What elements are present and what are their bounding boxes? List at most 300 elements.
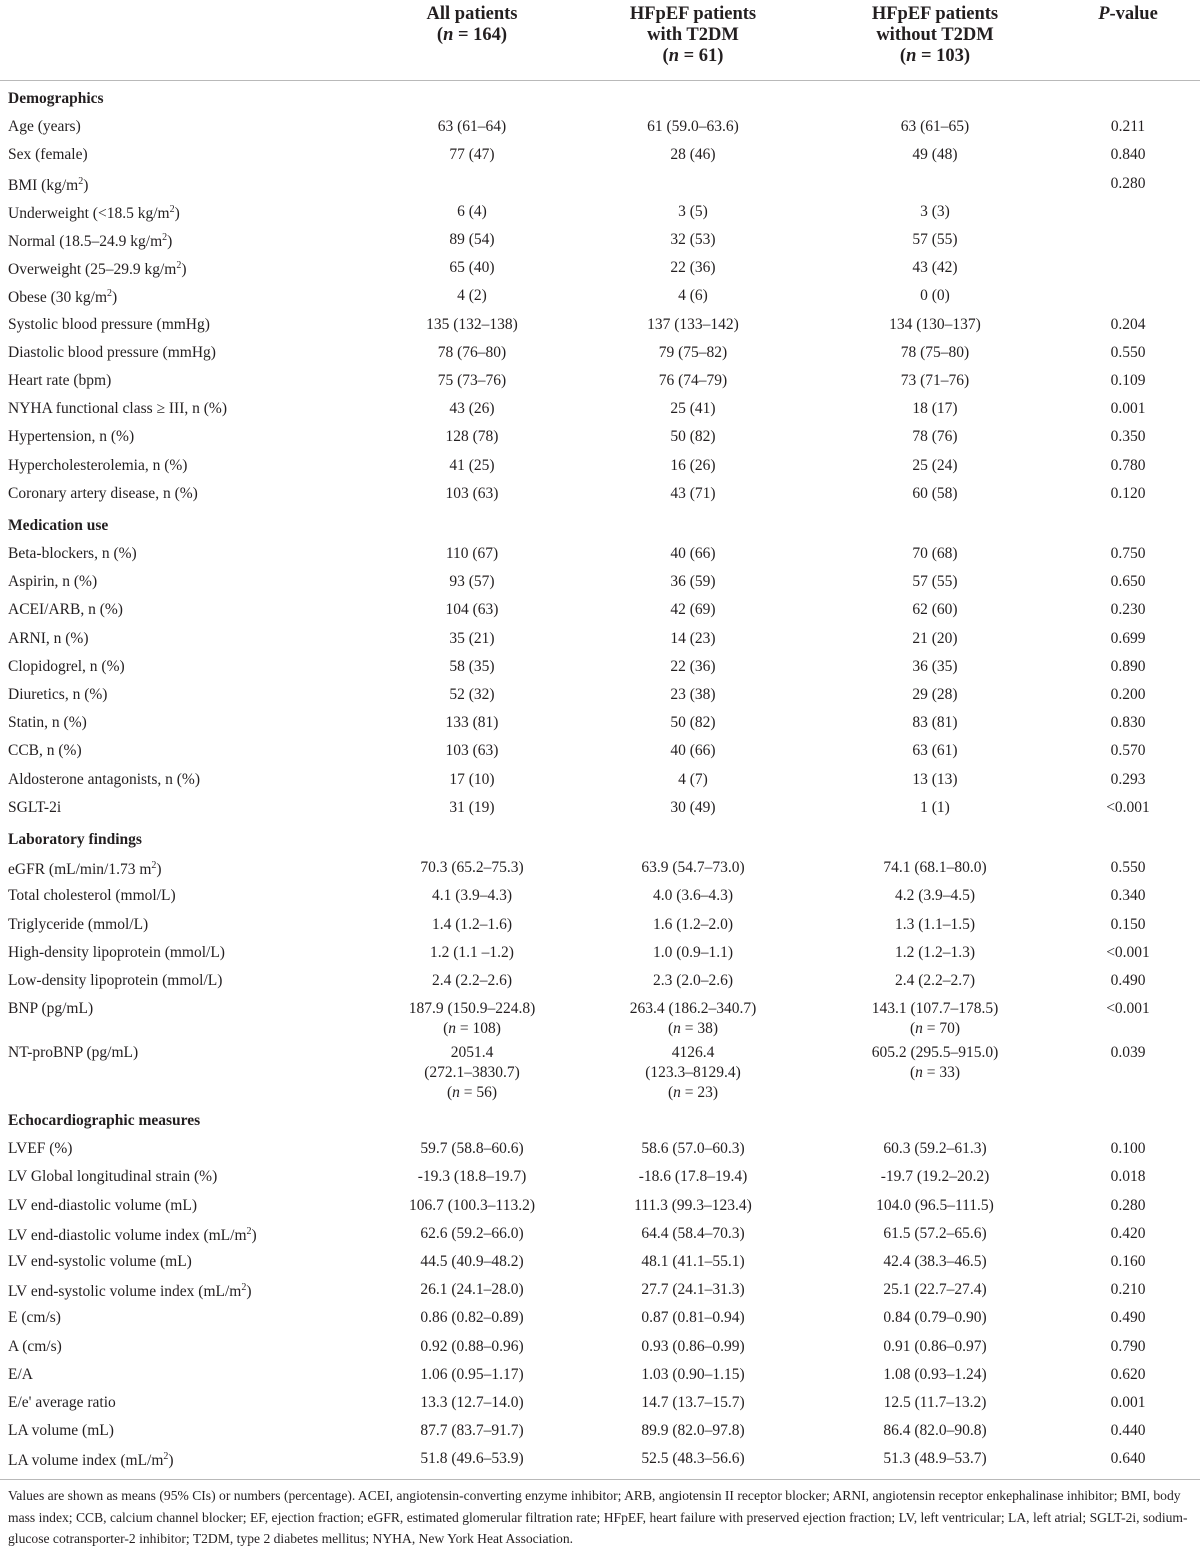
cell-without-t2dm: 1.3 (1.1–1.5) [894, 915, 976, 933]
cell-line: 263.4 (186.2–340.7) [629, 1000, 757, 1017]
cell-p-value: 0.210 [1110, 1281, 1146, 1299]
cell-with-t2dm [572, 170, 814, 198]
cell-all-patients: 135 (132–138) [426, 315, 518, 333]
cell-without-t2dm: 74.1 (68.1–80.0) [883, 859, 987, 877]
row-label: E/e' average ratio [8, 1393, 116, 1411]
cell-with-t2dm: 61 (59.0–63.6) [647, 118, 739, 136]
superscript: 2 [107, 288, 113, 300]
row-label-text: Overweight (25–29.9 kg/m [8, 261, 177, 279]
cell-p-value: 0.490 [1110, 971, 1146, 989]
cell-p-value: 0.780 [1110, 456, 1146, 474]
table-row [0, 282, 1200, 310]
section-title: Laboratory findings [8, 830, 142, 848]
cell-all-patients: 1.4 (1.2–1.6) [431, 915, 513, 933]
cell-with-t2dm: 28 (46) [670, 146, 716, 164]
cell-without-t2dm: 78 (76) [912, 428, 958, 446]
table-row [0, 766, 1200, 794]
table-row [0, 1445, 1200, 1480]
cell-all-patients: 89 (54) [449, 231, 495, 249]
row-label: LV end-diastolic volume (mL) [8, 1196, 197, 1214]
cell-p-value: 0.280 [1110, 1196, 1146, 1214]
cell-line: (n = 70) [909, 1020, 961, 1037]
table-row [0, 311, 1200, 339]
cell-with-t2dm: 137 (133–142) [647, 315, 739, 333]
row-label-suffix: ) [246, 1283, 252, 1301]
cell-with-t2dm: -18.6 (17.8–19.4) [638, 1168, 748, 1186]
superscript: 2 [246, 1225, 252, 1237]
cell-without-t2dm: 0 (0) [920, 287, 950, 305]
cell-all-patients: 103 (63) [445, 484, 499, 502]
cell-p-value: 0.120 [1110, 484, 1146, 502]
table-row [0, 709, 1200, 737]
cell-without-t2dm: 25 (24) [912, 456, 958, 474]
cell-all-patients: 35 (21) [449, 629, 495, 647]
table-body [0, 81, 1200, 1480]
header-line: (n = 103) [899, 46, 971, 66]
table-row [0, 141, 1200, 169]
row-label-suffix: ) [156, 861, 162, 879]
cell-p-value: 0.100 [1110, 1140, 1146, 1158]
cell-line: (n = 23) [667, 1084, 719, 1101]
cell-without-t2dm: 73 (71–76) [900, 371, 970, 389]
cell-with-t2dm: 4 (7) [678, 770, 708, 788]
header-line: (n = 61) [662, 46, 724, 66]
cell-all-patients: 104 (63) [445, 601, 499, 619]
row-label: E/A [8, 1365, 33, 1383]
cell-with-t2dm: 1.0 (0.9–1.1) [652, 943, 734, 961]
cell-with-t2dm: 1.03 (0.90–1.15) [641, 1365, 745, 1383]
table-row [0, 1192, 1200, 1220]
cell-p-value: 0.109 [1110, 371, 1146, 389]
cell-p-value: 0.280 [1110, 174, 1146, 192]
cell-p-value [1056, 226, 1200, 254]
cell-all-patients: 70.3 (65.2–75.3) [420, 859, 524, 877]
cell-with-t2dm: 1.6 (1.2–2.0) [652, 915, 734, 933]
cell-without-t2dm: 62 (60) [912, 601, 958, 619]
cell-all-patients: 1.2 (1.1 –1.2) [430, 943, 514, 961]
row-label: SGLT-2i [8, 798, 62, 816]
row-label: Clopidogrel, n (%) [8, 657, 125, 675]
cell-without-t2dm: 43 (42) [912, 259, 958, 277]
cell-without-t2dm: 18 (17) [912, 400, 958, 418]
cell-without-t2dm: 12.5 (11.7–13.2) [883, 1393, 987, 1411]
table-row [0, 113, 1200, 141]
table-row [0, 967, 1200, 995]
superscript: 2 [151, 860, 157, 872]
cell-all-patients: 78 (76–80) [437, 343, 507, 361]
row-label: LV Global longitudinal strain (%) [8, 1168, 218, 1186]
row-label [0, 854, 372, 882]
row-label: Coronary artery disease, n (%) [8, 484, 198, 502]
row-label: Aldosterone antagonists, n (%) [8, 770, 200, 788]
row-label: A (cm/s) [8, 1337, 62, 1355]
row-label: Sex (female) [8, 146, 88, 164]
cell-line: 605.2 (295.5–915.0) [871, 1044, 999, 1061]
superscript: 2 [78, 175, 84, 187]
cell-without-t2dm: 70 (68) [912, 545, 958, 563]
cell-without-t2dm: 4.2 (3.9–4.5) [894, 887, 976, 905]
row-label: Diuretics, n (%) [8, 686, 108, 704]
table-row [0, 254, 1200, 282]
row-label: Statin, n (%) [8, 714, 87, 732]
cell-p-value: <0.001 [1106, 943, 1150, 961]
row-label-suffix: ) [167, 233, 173, 251]
row-label-text: LV end-systolic volume index (mL/m [8, 1283, 242, 1301]
row-label [0, 170, 372, 198]
cell-all-patients: 106.7 (100.3–113.2) [409, 1196, 535, 1214]
cell-without-t2dm [814, 995, 1056, 1039]
table-row [0, 794, 1200, 822]
cell-without-t2dm: -19.7 (19.2–20.2) [880, 1168, 990, 1186]
cell-all-patients: 51.8 (49.6–53.9) [420, 1450, 524, 1468]
cell-without-t2dm: 51.3 (48.9–53.7) [883, 1450, 987, 1468]
cell-with-t2dm: 58.6 (57.0–60.3) [641, 1140, 745, 1158]
superscript: 2 [241, 1282, 247, 1294]
header-line: without T2DM [876, 25, 994, 45]
cell-p-value: 0.293 [1110, 770, 1146, 788]
cell-line: (n = 108) [443, 1020, 501, 1037]
cell-with-t2dm: 52.5 (48.3–56.6) [641, 1450, 745, 1468]
cell-p-value: 0.620 [1110, 1365, 1146, 1383]
row-label: Heart rate (bpm) [8, 371, 112, 389]
cell-without-t2dm: 83 (81) [912, 714, 958, 732]
cell-without-t2dm: 60 (58) [912, 484, 958, 502]
header-line: (n = 164) [436, 25, 508, 45]
cell-with-t2dm: 40 (66) [670, 545, 716, 563]
cell-without-t2dm: 57 (55) [912, 231, 958, 249]
cell-line: 2051.4 [450, 1044, 494, 1061]
row-label: E (cm/s) [8, 1309, 61, 1327]
cell-with-t2dm: 2.3 (2.0–2.6) [652, 971, 734, 989]
cell-p-value: 0.550 [1110, 343, 1146, 361]
cell-with-t2dm: 63.9 (54.7–73.0) [641, 859, 745, 877]
cell-with-t2dm: 50 (82) [670, 714, 716, 732]
row-label: LV end-systolic volume (mL) [8, 1253, 192, 1271]
cell-all-patients: 2.4 (2.2–2.6) [431, 971, 513, 989]
cell-all-patients [372, 1039, 572, 1103]
cell-with-t2dm: 0.93 (0.86–0.99) [641, 1337, 745, 1355]
cell-all-patients: 4 (2) [457, 287, 487, 305]
cell-p-value: 0.001 [1110, 400, 1146, 418]
cell-p-value: 0.340 [1110, 887, 1146, 905]
cell-without-t2dm [814, 170, 1056, 198]
table-row [0, 1248, 1200, 1276]
cell-without-t2dm: 21 (20) [912, 629, 958, 647]
header-with-t2dm [572, 0, 814, 81]
cell-with-t2dm: 32 (53) [670, 231, 716, 249]
cell-without-t2dm: 60.3 (59.2–61.3) [883, 1140, 987, 1158]
cell-without-t2dm: 1 (1) [920, 798, 950, 816]
row-label [0, 1445, 372, 1480]
row-label: Aspirin, n (%) [8, 573, 98, 591]
cell-p-value: 0.350 [1110, 428, 1146, 446]
cell-without-t2dm: 63 (61) [912, 742, 958, 760]
section-title: Demographics [8, 90, 104, 108]
cell-with-t2dm: 48.1 (41.1–55.1) [641, 1253, 745, 1271]
header-without-t2dm [814, 0, 1056, 81]
header-label-column [0, 0, 372, 81]
cell-all-patients: 44.5 (40.9–48.2) [420, 1253, 524, 1271]
row-label [0, 1220, 372, 1248]
cell-without-t2dm: 29 (28) [912, 686, 958, 704]
cell-p-value: 0.699 [1110, 629, 1146, 647]
cell-p-value: 0.001 [1110, 1393, 1146, 1411]
cell-with-t2dm: 14.7 (13.7–15.7) [641, 1393, 745, 1411]
cell-line: (n = 38) [667, 1020, 719, 1037]
cell-line: (n = 33) [909, 1064, 961, 1081]
table-row [0, 339, 1200, 367]
cell-without-t2dm: 13 (13) [912, 770, 958, 788]
row-label-suffix: ) [168, 1452, 174, 1470]
cell-without-t2dm: 104.0 (96.5–111.5) [876, 1196, 994, 1214]
table-row [0, 1163, 1200, 1191]
cell-p-value: 0.840 [1110, 146, 1146, 164]
table-row [0, 1333, 1200, 1361]
cell-all-patients: 17 (10) [449, 770, 495, 788]
table-row [0, 1276, 1200, 1304]
header-p-value [1056, 0, 1200, 81]
table-row [0, 1361, 1200, 1389]
row-label: Diastolic blood pressure (mmHg) [8, 343, 216, 361]
cell-with-t2dm: 40 (66) [670, 742, 716, 760]
row-label: Age (years) [8, 118, 81, 136]
cell-p-value: 0.211 [1110, 118, 1146, 136]
cell-with-t2dm: 89.9 (82.0–97.8) [641, 1422, 745, 1440]
cell-p-value: 0.160 [1110, 1253, 1146, 1271]
cell-with-t2dm: 16 (26) [670, 456, 716, 474]
cell-p-value: 0.018 [1110, 1168, 1146, 1186]
cell-with-t2dm: 76 (74–79) [658, 371, 728, 389]
row-label: High-density lipoprotein (mmol/L) [8, 943, 225, 961]
table-row [0, 854, 1200, 882]
table-row [0, 653, 1200, 681]
row-label: Systolic blood pressure (mmHg) [8, 315, 210, 333]
cell-without-t2dm: 42.4 (38.3–46.5) [883, 1253, 987, 1271]
cell-line: (272.1–3830.7) [424, 1064, 520, 1081]
table-row [0, 367, 1200, 395]
cell-without-t2dm: 36 (35) [912, 657, 958, 675]
cell-without-t2dm: 2.4 (2.2–2.7) [894, 971, 976, 989]
cell-all-patients: 0.86 (0.82–0.89) [420, 1309, 524, 1327]
cell-without-t2dm: 0.91 (0.86–0.97) [883, 1337, 987, 1355]
cell-without-t2dm: 25.1 (22.7–27.4) [883, 1281, 987, 1299]
row-label [0, 198, 372, 226]
cell-all-patients: 43 (26) [449, 400, 495, 418]
row-label [0, 226, 372, 254]
cell-p-value [1056, 254, 1200, 282]
cell-line: 187.9 (150.9–224.8) [408, 1000, 536, 1017]
row-label: NYHA functional class ≥ III, n (%) [8, 400, 227, 418]
row-label-text: Underweight (<18.5 kg/m [8, 204, 170, 222]
table-footnote: Values are shown as means (95% CIs) or numbers (percentage). ACEI, angiotensin-converting enzyme inhibitor; ARB, angiotensin II receptor blocker; ARNI, angiotensin receptor enkephalinase inhibitor; BMI, body mass index; CCB, calcium channel blocker; EF, ejection fraction; eGFR, estimated glomerular filtration rate; HFpEF, heart failure with preserved ejection fraction; LV, left ventricular; LA, left atrial; SGLT-2i, sodium-glucose cotransporter-2 inhibitor; T2DM, type 2 diabetes mellitus; NYHA, New York Heat Association. [8, 1488, 1188, 1546]
cell-without-t2dm: 61.5 (57.2–65.6) [883, 1224, 987, 1242]
cell-p-value: 0.750 [1110, 545, 1146, 563]
table-row [0, 1417, 1200, 1445]
cell-without-t2dm: 86.4 (82.0–90.8) [883, 1422, 987, 1440]
cell-all-patients: 62.6 (59.2–66.0) [420, 1224, 524, 1242]
cell-with-t2dm: 111.3 (99.3–123.4) [634, 1196, 752, 1214]
cell-p-value [1056, 198, 1200, 226]
table-row [0, 1039, 1200, 1103]
superscript: 2 [169, 203, 175, 215]
cell-without-t2dm [814, 1039, 1056, 1103]
cell-without-t2dm: 49 (48) [912, 146, 958, 164]
table-row [0, 423, 1200, 451]
cell-all-patients: 58 (35) [449, 657, 495, 675]
cell-all-patients: 0.92 (0.88–0.96) [420, 1337, 524, 1355]
cell-line: 143.1 (107.7–178.5) [871, 1000, 999, 1017]
header-line: with T2DM [647, 25, 739, 45]
table-row [0, 1135, 1200, 1163]
row-label-suffix: ) [112, 289, 118, 307]
cell-p-value: 0.830 [1110, 714, 1146, 732]
row-label-suffix: ) [251, 1226, 257, 1244]
row-label: CCB, n (%) [8, 742, 82, 760]
row-label-text: eGFR (mL/min/1.73 m [8, 861, 152, 879]
cell-without-t2dm: 3 (3) [920, 202, 950, 220]
cell-with-t2dm: 50 (82) [670, 428, 716, 446]
row-label [0, 254, 372, 282]
row-label: Hypertension, n (%) [8, 428, 135, 446]
table-row [0, 625, 1200, 653]
cell-without-t2dm: 1.2 (1.2–1.3) [894, 943, 976, 961]
table-row [0, 910, 1200, 938]
cell-p-value: 0.640 [1110, 1450, 1146, 1468]
cell-p-value: 0.420 [1110, 1224, 1146, 1242]
cell-with-t2dm [572, 995, 814, 1039]
cell-with-t2dm: 4 (6) [678, 287, 708, 305]
cell-p-value: <0.001 [1106, 798, 1150, 816]
table-row [0, 568, 1200, 596]
row-label: BNP (pg/mL) [8, 1000, 94, 1017]
row-label: Beta-blockers, n (%) [8, 545, 137, 563]
cell-p-value: 0.550 [1110, 859, 1146, 877]
section-title: Medication use [8, 516, 109, 534]
row-label: LA volume (mL) [8, 1422, 114, 1440]
cell-all-patients: 1.06 (0.95–1.17) [420, 1365, 524, 1383]
row-label: Total cholesterol (mmol/L) [8, 887, 176, 905]
cell-line: 0.039 [1110, 1044, 1146, 1061]
cell-p-value: 0.230 [1110, 601, 1146, 619]
cell-line: <0.001 [1106, 1000, 1150, 1017]
cell-all-patients: 52 (32) [449, 686, 495, 704]
table-row [0, 939, 1200, 967]
row-label [0, 282, 372, 310]
table-row [0, 1304, 1200, 1332]
table-row [0, 170, 1200, 198]
cell-with-t2dm: 30 (49) [670, 798, 716, 816]
header-line: P-value [1098, 4, 1158, 24]
section-header-row [0, 508, 1200, 540]
cell-all-patients: 87.7 (83.7–91.7) [420, 1422, 524, 1440]
cell-with-t2dm: 27.7 (24.1–31.3) [641, 1281, 745, 1299]
header-all-patients [372, 0, 572, 81]
cell-without-t2dm: 0.84 (0.79–0.90) [883, 1309, 987, 1327]
cell-p-value [1056, 995, 1200, 1039]
cell-p-value: 0.790 [1110, 1337, 1146, 1355]
row-label: Hypercholesterolemia, n (%) [8, 456, 188, 474]
table-row [0, 1389, 1200, 1417]
cell-p-value: 0.650 [1110, 573, 1146, 591]
header-row [0, 0, 1200, 81]
cell-p-value [1056, 1039, 1200, 1103]
row-label-text: LA volume index (mL/m [8, 1452, 164, 1470]
cell-all-patients: -19.3 (18.8–19.7) [417, 1168, 527, 1186]
cell-with-t2dm: 64.4 (58.4–70.3) [641, 1224, 745, 1242]
cell-p-value [1056, 282, 1200, 310]
cell-all-patients: 6 (4) [457, 202, 487, 220]
cell-all-patients [372, 995, 572, 1039]
cell-p-value: 0.890 [1110, 657, 1146, 675]
cell-all-patients: 65 (40) [449, 259, 495, 277]
cell-with-t2dm: 3 (5) [678, 202, 708, 220]
table-row [0, 451, 1200, 479]
cell-with-t2dm: 14 (23) [670, 629, 716, 647]
cell-p-value: 0.204 [1110, 315, 1146, 333]
cell-all-patients: 77 (47) [449, 146, 495, 164]
cell-all-patients: 133 (81) [445, 714, 499, 732]
row-label-text: Obese (30 kg/m [8, 289, 108, 307]
cell-all-patients: 75 (73–76) [437, 371, 507, 389]
cell-line: (123.3–8129.4) [645, 1064, 741, 1081]
cell-line: 4126.4 [671, 1044, 715, 1061]
superscript: 2 [176, 260, 182, 272]
table-row [0, 198, 1200, 226]
row-label [0, 1276, 372, 1304]
cell-all-patients [372, 170, 572, 198]
cell-without-t2dm: 78 (75–80) [900, 343, 970, 361]
table-header [0, 0, 1200, 81]
row-label-text: BMI (kg/m [8, 176, 79, 194]
cell-with-t2dm: 22 (36) [670, 259, 716, 277]
row-label-suffix: ) [174, 204, 180, 222]
header-line: HFpEF patients [629, 4, 757, 24]
section-header-row [0, 1103, 1200, 1135]
cell-all-patients: 31 (19) [449, 798, 495, 816]
cell-p-value: 0.200 [1110, 686, 1146, 704]
cell-p-value: 0.440 [1110, 1422, 1146, 1440]
cell-with-t2dm: 4.0 (3.6–4.3) [652, 887, 734, 905]
row-label-text: Normal (18.5–24.9 kg/m [8, 233, 163, 251]
cell-all-patients: 103 (63) [445, 742, 499, 760]
cell-with-t2dm: 42 (69) [670, 601, 716, 619]
superscript: 2 [162, 231, 168, 243]
cell-p-value: 0.570 [1110, 742, 1146, 760]
table-row [0, 540, 1200, 568]
row-label: Triglyceride (mmol/L) [8, 915, 149, 933]
cell-all-patients: 93 (57) [449, 573, 495, 591]
table-row [0, 480, 1200, 508]
cell-all-patients: 41 (25) [449, 456, 495, 474]
cell-all-patients: 59.7 (58.8–60.6) [420, 1140, 524, 1158]
cell-p-value: 0.490 [1110, 1309, 1146, 1327]
row-label-suffix: ) [83, 176, 89, 194]
row-label: LVEF (%) [8, 1140, 73, 1158]
cell-with-t2dm: 79 (75–82) [658, 343, 728, 361]
cell-all-patients: 128 (78) [445, 428, 499, 446]
cell-all-patients: 4.1 (3.9–4.3) [431, 887, 513, 905]
header-line: HFpEF patients [871, 4, 999, 24]
cell-with-t2dm: 36 (59) [670, 573, 716, 591]
row-label: ACEI/ARB, n (%) [8, 601, 123, 619]
row-label: ARNI, n (%) [8, 629, 89, 647]
cell-line: (n = 56) [446, 1084, 498, 1101]
cell-all-patients: 63 (61–64) [437, 118, 507, 136]
header-line: All patients [426, 4, 518, 24]
section-header-row [0, 81, 1200, 114]
cell-without-t2dm: 57 (55) [912, 573, 958, 591]
cell-with-t2dm: 22 (36) [670, 657, 716, 675]
